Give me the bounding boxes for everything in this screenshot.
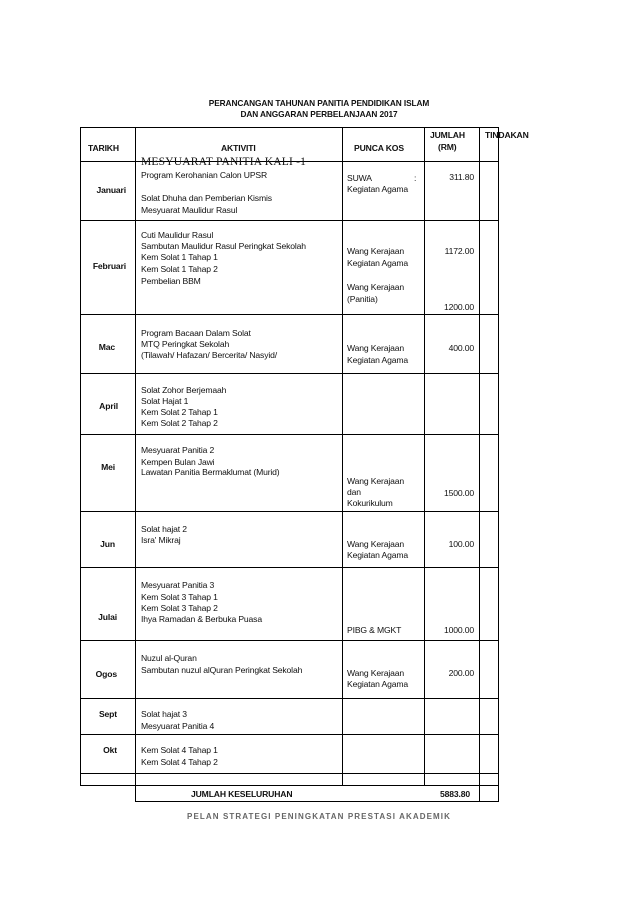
header-tarikh: TARIKH (88, 143, 119, 153)
activity-item: MTQ Peringkat Sekolah (141, 339, 230, 349)
activity-item: Kem Solat 1 Tahap 1 (141, 252, 218, 262)
source-text: Kokurikulum (347, 498, 393, 508)
activity-item: Solat hajat 3 (141, 709, 187, 719)
row-month-ogos: Ogos (95, 669, 117, 679)
total-label: JUMLAH KESELURUHAN (191, 789, 293, 799)
header-jumlah: JUMLAH (430, 130, 465, 140)
row-month-mei: Mei (101, 462, 115, 472)
row-month-april: April (99, 401, 118, 411)
source-text: : (414, 173, 417, 183)
activity-item: Kem Solat 2 Tahap 2 (141, 418, 218, 428)
activity-item: Solat Zohor Berjemaah (141, 385, 227, 395)
header-aktiviti: AKTIVITI (221, 143, 256, 153)
row-month-julai: Julai (98, 612, 117, 622)
source-text: Wang Kerajaan (347, 282, 404, 292)
source-text: dan (347, 487, 361, 497)
activity-item: Solat Hajat 1 (141, 396, 189, 406)
activity-item: Kem Solat 3 Tahap 2 (141, 603, 218, 613)
activity-item: (Tilawah/ Hafazan/ Bercerita/ Nasyid/ (141, 350, 277, 360)
activity-item: Sambutan nuzul alQuran Peringkat Sekolah (141, 665, 303, 675)
document-title-line1: PERANCANGAN TAHUNAN PANITIA PENDIDIKAN ISLAM (208, 98, 430, 108)
activity-item: Lawatan Panitia Bermaklumat (Murid) (141, 467, 280, 477)
row-month-januari: Januari (96, 185, 126, 195)
amount-value: 400.00 (448, 343, 474, 353)
source-text: Kegiatan Agama (347, 679, 408, 689)
amount-value: 1172.00 (444, 246, 474, 256)
row-month-jun: Jun (100, 539, 115, 549)
row-month-sept: Sept (98, 709, 117, 719)
source-text: Kegiatan Agama (347, 184, 408, 194)
row-month-februari: Februari (92, 261, 126, 271)
meeting-heading: MESYUARAT PANITIA KALI -1 (141, 156, 307, 168)
activity-item: Nuzul al-Quran (141, 653, 197, 663)
source-text: Kegiatan Agama (347, 550, 408, 560)
activity-item: Kem Solat 3 Tahap 1 (141, 592, 218, 602)
source-text: PIBG & MGKT (347, 625, 402, 635)
header-punca-kos: PUNCA KOS (354, 143, 404, 153)
activity-item: Pembelian BBM (141, 276, 201, 286)
amount-value: 1000.00 (443, 625, 474, 635)
activity-item: Solat hajat 2 (141, 524, 187, 534)
source-text: SUWA (347, 173, 372, 183)
amount-value: 1500.00 (443, 488, 474, 498)
amount-value: 100.00 (448, 539, 474, 549)
source-text: Wang Kerajaan (347, 246, 404, 256)
activity-item: Mesyuarat Panitia 3 (141, 580, 215, 590)
activity-item: Mesyuarat Panitia 2 (141, 445, 215, 455)
activity-item: Isra' Mikraj (141, 535, 181, 545)
source-text: Wang Kerajaan (347, 668, 404, 678)
activity-item: Mesyuarat Panitia 4 (141, 721, 215, 731)
activity-item: Sambutan Maulidur Rasul Peringkat Sekolah (141, 241, 306, 251)
activity-item: Kem Solat 2 Tahap 1 (141, 407, 218, 417)
activity-item: Mesyuarat Maulidur Rasul (141, 205, 238, 215)
source-text: Kegiatan Agama (347, 355, 408, 365)
activity-item: Kem Solat 4 Tahap 1 (141, 745, 218, 755)
amount-value: 311.80 (449, 172, 474, 182)
row-month-mac: Mac (98, 342, 115, 352)
amount-value: 200.00 (448, 668, 474, 678)
document-footer: PELAN STRATEGI PENINGKATAN PRESTASI AKADEMIK (187, 812, 451, 821)
activity-item: Cuti Maulidur Rasul (141, 230, 214, 240)
row-month-okt: Okt (103, 745, 117, 755)
source-text: Wang Kerajaan (347, 539, 404, 549)
header-rm: (RM) (438, 142, 457, 152)
activity-item: Program Bacaan Dalam Solat (141, 328, 251, 338)
activity-item: Program Kerohanian Calon UPSR (141, 170, 268, 180)
source-text: Wang Kerajaan (347, 476, 404, 486)
total-value: 5883.80 (440, 789, 471, 799)
activity-item: Kem Solat 1 Tahap 2 (141, 264, 218, 274)
source-text: (Panitia) (347, 294, 378, 304)
activity-item: Kem Solat 4 Tahap 2 (141, 757, 218, 767)
source-text: Kegiatan Agama (347, 258, 408, 268)
activity-item: Ihya Ramadan & Berbuka Puasa (141, 614, 262, 624)
document-title-line2: DAN ANGGARAN PERBELANJAAN 2017 (240, 109, 398, 119)
activity-item: Solat Dhuha dan Pemberian Kismis (141, 193, 272, 203)
amount-value: 1200.00 (443, 302, 474, 312)
header-tindakan: TINDAKAN (485, 130, 529, 140)
source-text: Wang Kerajaan (347, 343, 404, 353)
activity-item: Kempen Bulan Jawi (141, 457, 215, 467)
